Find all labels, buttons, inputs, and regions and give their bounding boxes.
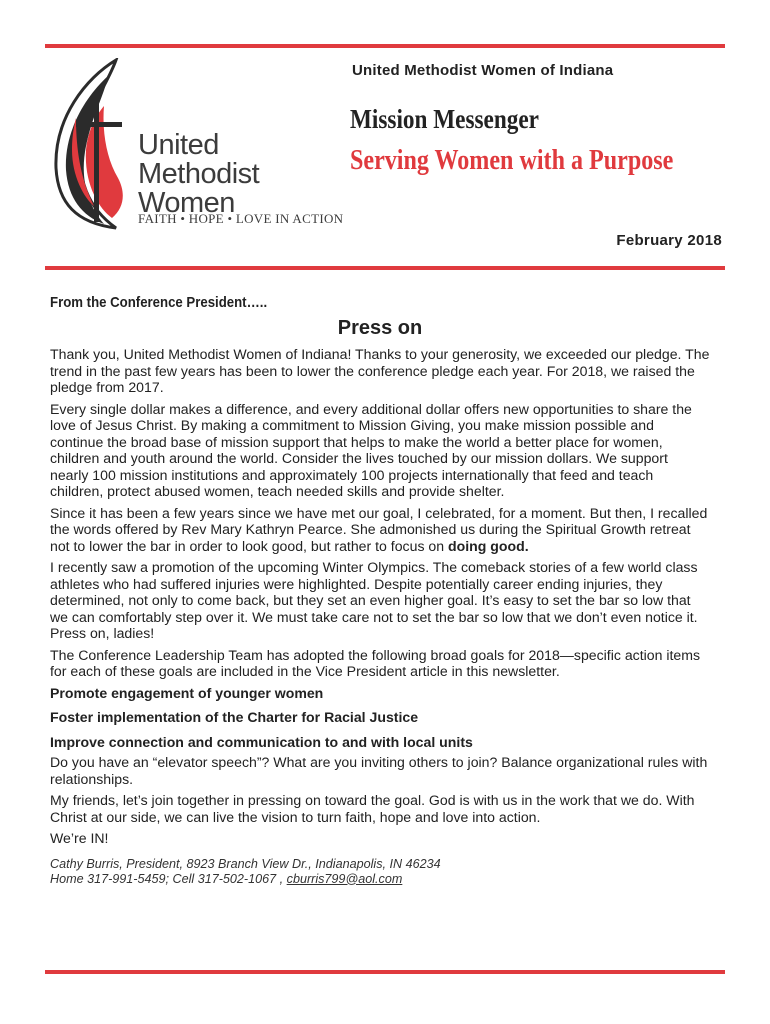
signature-phones: Home 317-991-5459; Cell 317-502-1067 , bbox=[50, 871, 287, 886]
goal-item: Improve connection and communication to and with local units bbox=[50, 733, 473, 750]
paragraph-emphasis: doing good. bbox=[448, 537, 529, 554]
goal-item: Promote engagement of younger women bbox=[50, 684, 324, 701]
paragraph: Every single dollar makes a difference, and every additional dollar offers new opportunities to share the love of Jesus Christ. By making a commitment to Mission Giving, you make mission possible and continue the broad base of mission support that helps to make the world a better place for women, children and youth around the world. Consider the lives touched by our mission dollars. We support nearly 100 mission institutions and approximately 100 projects internationally that feed and teach children, protect abused women, teach needed skills and provide shelter. bbox=[50, 400, 692, 499]
paragraph: My friends, let’s join together in pressing on toward the goal. God is with us in the work that we do. With Christ at our side, we can live the vision to turn faith, hope and love into action. bbox=[50, 792, 695, 825]
president-article bbox=[50, 294, 710, 887]
top-divider bbox=[45, 44, 725, 48]
signature-block bbox=[50, 857, 710, 887]
goal-item: Foster implementation of the Charter for Racial Justice bbox=[50, 709, 419, 725]
email-link[interactable]: cburris799@aol.com bbox=[286, 871, 403, 886]
logo-tagline: FAITH • HOPE • LOVE IN ACTION bbox=[138, 211, 344, 226]
header-divider bbox=[45, 266, 725, 270]
logo-word-united: United bbox=[138, 129, 219, 161]
logo-word-women: Women bbox=[138, 187, 235, 219]
article-title: Press on bbox=[337, 317, 423, 339]
signature-line: Cathy Burris, President, 8923 Branch View Dr., Indianapolis, IN 46234 bbox=[50, 856, 441, 871]
newsletter-subtitle: Serving Women with a Purpose bbox=[350, 145, 674, 176]
umw-logo bbox=[46, 58, 356, 238]
flame-cross-icon bbox=[46, 58, 138, 238]
logo-word-methodist: Methodist bbox=[138, 158, 260, 190]
signature-contact bbox=[50, 872, 710, 887]
paragraph: The Conference Leadership Team has adopted the following broad goals for 2018—specific action items for each of these goals are included in the Vice President article in this newsletter. bbox=[50, 646, 701, 679]
org-name: United Methodist Women of Indiana bbox=[352, 62, 614, 79]
footer-divider bbox=[45, 970, 725, 974]
paragraph: Thank you, United Methodist Women of Indiana! Thanks to your generosity, we exceeded our pledge. The trend in the past few years has been to lower the conference pledge each year. For 2018, we raised the pledge from 2017. bbox=[50, 346, 710, 395]
issue-date: February 2018 bbox=[616, 232, 722, 249]
paragraph: Do you have an “elevator speech”? What are you inviting others to join? Balance organizational rules with relationships. bbox=[50, 754, 708, 787]
section-heading: From the Conference President….. bbox=[50, 294, 268, 311]
paragraph: We’re IN! bbox=[50, 830, 109, 846]
newsletter-title: Mission Messenger bbox=[350, 104, 539, 134]
paragraph-text: Since it has been a few years since we have met our goal, I celebrated, for a moment. But then, I recalled the words offered by Rev Mary Kathryn Pearce. She admonished us during the Spiritual Growth retreat not to lower the bar in order to look good, but rather to focus on bbox=[50, 504, 708, 554]
paragraph: I recently saw a promotion of the upcoming Winter Olympics. The comeback stories of a few world class athletes who had suffered injuries were highlighted. Despite potentially career ending injuries, they determined, not only to come back, but they set an even higher goal. It’s easy to set the bar so low that we can comfortably step over it. We must take care not to set the bar so low that we don’t even notice it. Press on, ladies! bbox=[50, 559, 698, 641]
paragraph bbox=[50, 505, 710, 555]
